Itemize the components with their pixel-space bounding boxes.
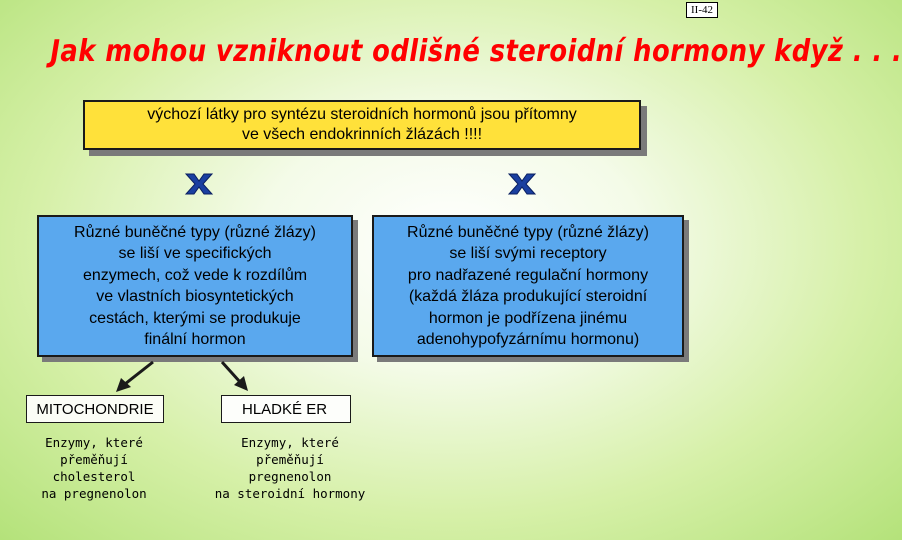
arrow-to-smooth-er — [222, 362, 248, 391]
cause-line: se liší svými receptory — [449, 245, 607, 262]
premise-line-1: výchozí látky pro syntézu steroidních hormonů jsou přítomny — [147, 106, 577, 123]
smooth-er-description — [210, 434, 370, 502]
mitochondria-label: MITOCHONDRIE — [26, 395, 164, 423]
x-mark-icon — [184, 172, 214, 196]
slide-title: Jak mohou vzniknout odlišné steroidní hormony když . . . — [50, 34, 902, 69]
cause-line: cestách, kterými se produkuje — [89, 309, 301, 327]
mitochondria-description — [30, 434, 158, 502]
cause-line: hormon je podřízena jinému — [428, 309, 628, 327]
cause-line: se liší ve specifických — [118, 245, 272, 262]
cause-line: enzymech, což vede k rozdílům — [82, 266, 308, 284]
cause-box-enzymes — [37, 215, 353, 357]
desc-line: Enzymy, které — [45, 435, 143, 450]
cause-line: pro nadřazené regulační hormony — [407, 266, 649, 284]
smooth-er-label: HLADKÉ ER — [221, 395, 351, 423]
desc-line: přeměňují — [256, 452, 324, 467]
cause-line: (každá žláza produkující steroidní — [408, 288, 648, 305]
desc-line: Enzymy, které — [241, 435, 339, 450]
cause-line: finální hormon — [144, 331, 246, 348]
cause-line: adenohypofyzárnímu hormonu) — [416, 331, 640, 348]
cause-box-receptors — [372, 215, 684, 357]
desc-line: na pregnenolon — [41, 486, 147, 501]
premise-line-2: ve všech endokrinních žlázách !!!! — [241, 126, 483, 143]
desc-line: na steroidní hormony — [214, 486, 366, 501]
arrow-to-mitochondria — [116, 362, 153, 392]
desc-line: přeměňují — [60, 452, 128, 467]
slide-number: II-42 — [686, 2, 718, 18]
cause-line: Různé buněčné typy (různé žlázy) — [74, 223, 316, 241]
x-mark-icon — [507, 172, 537, 196]
desc-line: pregnenolon — [248, 469, 332, 484]
desc-line: cholesterol — [52, 469, 136, 484]
cause-line: Různé buněčné typy (různé žlázy) — [407, 223, 649, 241]
cause-line: ve vlastních biosyntetických — [96, 288, 294, 305]
premise-box — [83, 100, 641, 150]
